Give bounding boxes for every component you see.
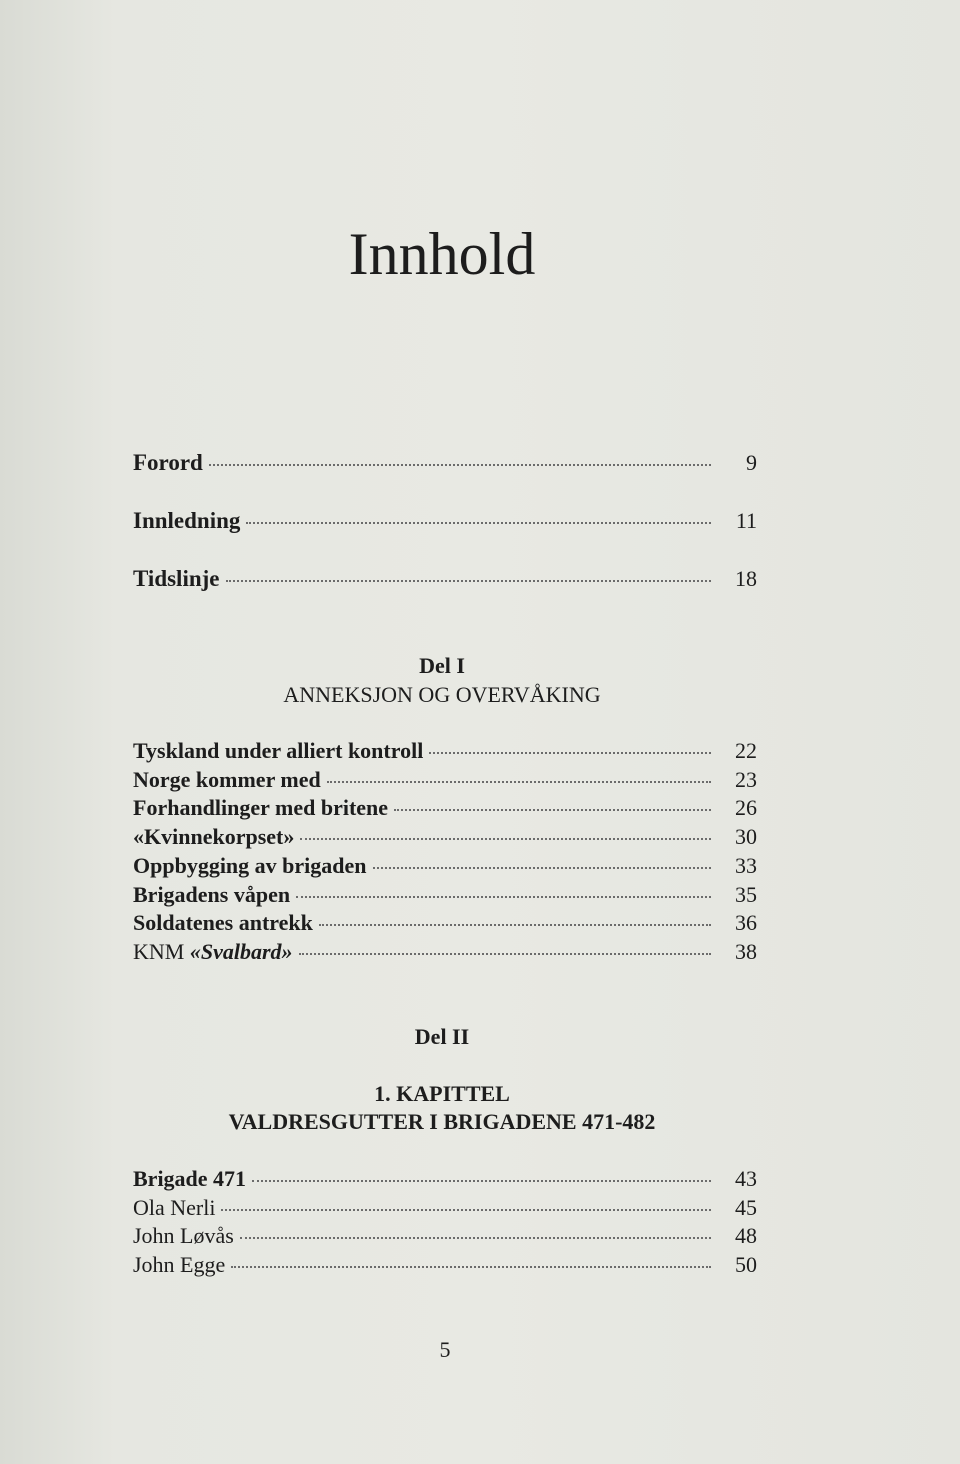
toc-entry-page: 38 bbox=[735, 939, 757, 964]
toc-entry-page: 18 bbox=[735, 566, 757, 591]
toc-entry bbox=[133, 1252, 757, 1278]
toc-entry-label: Forord bbox=[133, 450, 203, 475]
toc-entry bbox=[133, 738, 757, 764]
toc-entry-page: 22 bbox=[735, 738, 757, 763]
ship-name: «Svalbard» bbox=[189, 939, 293, 964]
toc-entry-label: John Egge bbox=[133, 1252, 226, 1277]
toc-entry bbox=[133, 824, 757, 850]
toc-entry-page: 45 bbox=[735, 1195, 757, 1220]
toc-entry-page: 9 bbox=[746, 450, 757, 475]
toc-entry-page: 11 bbox=[735, 508, 757, 533]
toc-entry-label: Brigadens våpen bbox=[133, 882, 291, 907]
dot-leader bbox=[221, 1209, 711, 1211]
toc-entry-label: Brigade 471 bbox=[133, 1166, 247, 1191]
part-subheading: ANNEKSJON OG OVERVÅKING bbox=[283, 682, 601, 707]
dot-leader bbox=[231, 1266, 711, 1268]
dot-leader bbox=[319, 924, 711, 926]
toc-entry-label bbox=[133, 939, 293, 965]
part-heading: Del II bbox=[414, 1024, 470, 1049]
toc-entry-label: Forhandlinger med britene bbox=[133, 795, 389, 820]
dot-leader bbox=[394, 809, 711, 811]
toc-entry-page: 33 bbox=[735, 853, 757, 878]
toc-entry-label: Tidslinje bbox=[133, 566, 220, 591]
toc-entry-label: Tyskland under alliert kontroll bbox=[133, 738, 424, 763]
dot-leader bbox=[296, 896, 711, 898]
toc-entry-label: Soldatenes antrekk bbox=[133, 910, 313, 935]
toc-entry-label: Innledning bbox=[133, 508, 241, 533]
toc-entry-page: 30 bbox=[735, 824, 757, 849]
toc-entry-label: Ola Nerli bbox=[133, 1195, 216, 1220]
toc-entry-page: 36 bbox=[735, 910, 757, 935]
dot-leader bbox=[209, 464, 711, 466]
toc-entry-page: 26 bbox=[735, 795, 757, 820]
toc-entry-page: 50 bbox=[735, 1252, 757, 1277]
toc-entry-label: Oppbygging av brigaden bbox=[133, 853, 367, 878]
page-title: Innhold bbox=[348, 221, 536, 287]
dot-leader bbox=[246, 522, 711, 524]
toc-entry bbox=[133, 1195, 757, 1221]
toc-entry-label: Norge kommer med bbox=[133, 767, 321, 792]
dot-leader bbox=[240, 1237, 711, 1239]
toc-entry-page: 35 bbox=[735, 882, 757, 907]
chapter-title: VALDRESGUTTER I BRIGADENE 471-482 bbox=[228, 1109, 656, 1134]
toc-entry bbox=[133, 1223, 757, 1249]
toc-entry-page: 23 bbox=[735, 767, 757, 792]
toc-entry bbox=[133, 767, 757, 793]
toc-entry-label: «Kvinnekorpset» bbox=[133, 824, 295, 849]
toc-entry bbox=[133, 853, 757, 879]
toc-entry bbox=[133, 795, 757, 821]
chapter-number: 1. KAPITTEL bbox=[374, 1081, 510, 1106]
dot-leader bbox=[226, 580, 712, 582]
dot-leader bbox=[252, 1180, 711, 1182]
toc-entry bbox=[133, 910, 757, 936]
toc-entry bbox=[133, 882, 757, 908]
part-heading: Del I bbox=[419, 653, 465, 678]
toc-entry-label: John Løvås bbox=[133, 1223, 234, 1248]
dot-leader bbox=[327, 781, 711, 783]
dot-leader bbox=[373, 867, 711, 869]
toc-entry bbox=[133, 1166, 757, 1192]
toc-entry-page: 43 bbox=[735, 1166, 757, 1191]
ship-prefix: KNM bbox=[133, 939, 190, 964]
toc-entry-knm-svalbard bbox=[133, 939, 757, 965]
dot-leader bbox=[300, 838, 711, 840]
dot-leader bbox=[299, 953, 711, 955]
page-number: 5 bbox=[439, 1337, 451, 1362]
toc-entry-tidslinje bbox=[133, 566, 757, 592]
toc-entry-page: 48 bbox=[735, 1223, 757, 1248]
dot-leader bbox=[429, 752, 711, 754]
toc-entry-forord bbox=[133, 450, 757, 476]
toc-entry-innledning bbox=[133, 508, 757, 534]
